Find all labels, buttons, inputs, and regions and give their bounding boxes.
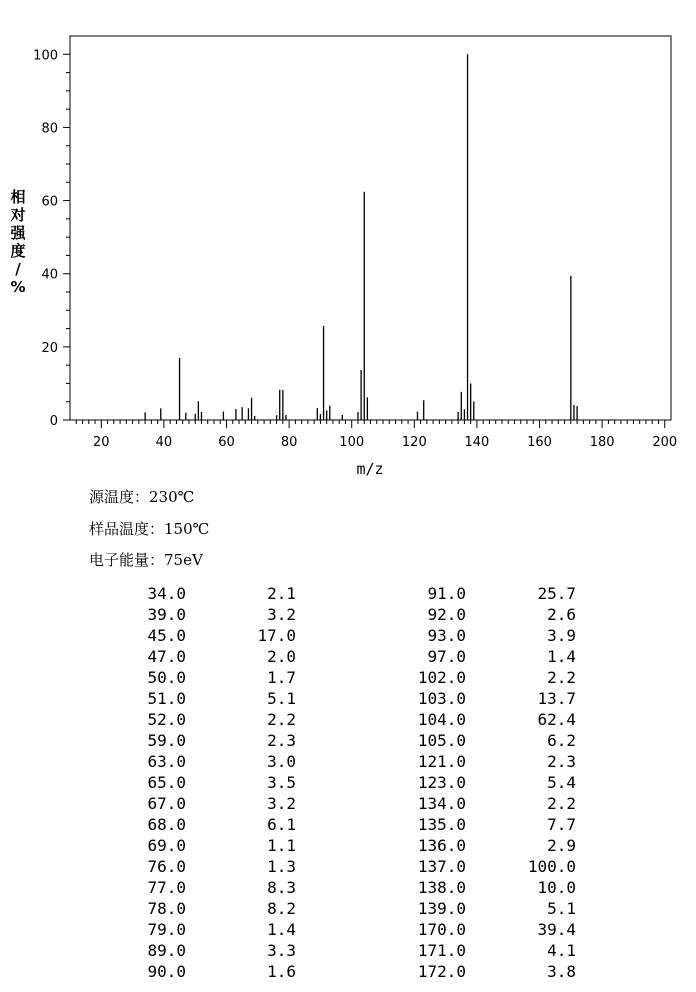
table-row — [0, 920, 696, 941]
y-axis-label-char: 度 — [10, 242, 26, 260]
x-tick-label: 60 — [218, 435, 235, 450]
table-row — [0, 731, 696, 752]
x-tick-label: 200 — [652, 435, 678, 450]
table-row — [0, 647, 696, 668]
mz-cell: 138.0 — [417, 878, 466, 897]
mz-cell: 65.0 — [147, 773, 186, 792]
y-axis-label — [9, 188, 26, 296]
intensity-cell: 3.3 — [267, 941, 296, 960]
intensity-cell: 2.0 — [267, 647, 296, 666]
intensity-cell: 3.0 — [267, 752, 296, 771]
intensity-cell: 2.2 — [547, 794, 576, 813]
intensity-cell: 3.9 — [547, 626, 576, 645]
intensity-cell: 3.5 — [267, 773, 296, 792]
x-axis-label: m/z — [356, 460, 384, 478]
intensity-cell: 1.6 — [267, 962, 296, 981]
intensity-cell: 100.0 — [527, 857, 576, 876]
intensity-cell: 5.1 — [267, 689, 296, 708]
intensity-cell: 6.2 — [547, 731, 576, 750]
mz-cell: 69.0 — [147, 836, 186, 855]
mz-cell: 91.0 — [427, 584, 466, 603]
x-axis-ticks — [76, 420, 677, 450]
mz-cell: 78.0 — [147, 899, 186, 918]
intensity-cell: 5.4 — [547, 773, 576, 792]
mz-cell: 52.0 — [147, 710, 186, 729]
y-axis-label-char: / — [15, 260, 21, 278]
intensity-cell: 8.3 — [267, 878, 296, 897]
intensity-cell: 2.1 — [267, 584, 296, 603]
mz-cell: 47.0 — [147, 647, 186, 666]
mz-cell: 97.0 — [427, 647, 466, 666]
intensity-cell: 2.6 — [547, 605, 576, 624]
intensity-cell: 3.2 — [267, 794, 296, 813]
table-row — [0, 794, 696, 815]
intensity-cell: 13.7 — [537, 689, 576, 708]
mz-cell: 76.0 — [147, 857, 186, 876]
table-row — [0, 857, 696, 878]
table-row — [0, 962, 696, 983]
table-row — [0, 815, 696, 836]
mz-cell: 50.0 — [147, 668, 186, 687]
y-tick-label: 0 — [49, 414, 58, 429]
mz-cell: 90.0 — [147, 962, 186, 981]
table-row — [0, 941, 696, 962]
table-row — [0, 668, 696, 689]
y-tick-label: 20 — [41, 340, 58, 356]
table-row — [0, 878, 696, 899]
mz-cell: 51.0 — [147, 689, 186, 708]
intensity-cell: 3.2 — [267, 605, 296, 624]
intensity-cell: 10.0 — [537, 878, 576, 897]
x-tick-label: 40 — [155, 435, 173, 450]
mz-cell: 45.0 — [147, 626, 186, 645]
peak-table — [0, 584, 696, 983]
table-row — [0, 773, 696, 794]
y-tick-label: 40 — [41, 267, 58, 283]
x-tick-label: 160 — [527, 435, 552, 450]
y-tick-label: 80 — [41, 121, 58, 137]
mz-cell: 63.0 — [147, 752, 186, 771]
mz-cell: 93.0 — [427, 626, 466, 645]
sample-temperature: 样品温度：150℃ — [89, 520, 210, 538]
intensity-cell: 4.1 — [547, 941, 576, 960]
table-row — [0, 605, 696, 626]
mz-cell: 34.0 — [147, 584, 186, 603]
table-row — [0, 836, 696, 857]
intensity-cell: 1.4 — [267, 920, 296, 939]
x-tick-label: 120 — [401, 435, 427, 450]
table-row — [0, 899, 696, 920]
mz-cell: 135.0 — [417, 815, 466, 834]
intensity-cell: 1.4 — [547, 647, 576, 666]
intensity-cell: 1.1 — [267, 836, 296, 855]
mz-cell: 79.0 — [147, 920, 186, 939]
mz-cell: 172.0 — [417, 962, 466, 981]
x-tick-label: 180 — [589, 435, 615, 450]
intensity-cell: 2.3 — [547, 752, 576, 771]
intensity-cell: 2.9 — [547, 836, 576, 855]
table-row — [0, 626, 696, 647]
intensity-cell: 6.1 — [267, 815, 296, 834]
x-tick-label: 100 — [339, 435, 365, 450]
intensity-cell: 3.8 — [547, 962, 576, 981]
y-tick-label: 100 — [33, 48, 58, 64]
mz-cell: 139.0 — [417, 899, 466, 918]
source-temperature: 源温度：230℃ — [89, 488, 195, 506]
intensity-cell: 17.0 — [257, 626, 296, 645]
y-axis-label-char: 强 — [10, 224, 26, 242]
mz-cell: 105.0 — [417, 731, 466, 750]
mz-cell: 102.0 — [417, 668, 466, 687]
table-row — [0, 689, 696, 710]
mz-cell: 136.0 — [417, 836, 466, 855]
x-tick-label: 140 — [464, 435, 490, 450]
mz-cell: 121.0 — [417, 752, 466, 771]
mz-cell: 67.0 — [147, 794, 186, 813]
table-row — [0, 752, 696, 773]
table-row — [0, 584, 696, 605]
intensity-cell: 5.1 — [547, 899, 576, 918]
mz-cell: 103.0 — [417, 689, 466, 708]
y-axis-label-char: 相 — [10, 188, 26, 206]
table-row — [0, 710, 696, 731]
mz-cell: 137.0 — [417, 857, 466, 876]
x-tick-label: 80 — [280, 435, 298, 450]
mz-cell: 171.0 — [417, 941, 466, 960]
mz-cell: 104.0 — [417, 710, 466, 729]
intensity-cell: 2.2 — [547, 668, 576, 687]
mz-cell: 134.0 — [417, 794, 466, 813]
intensity-cell: 2.2 — [267, 710, 296, 729]
mz-cell: 59.0 — [147, 731, 186, 750]
intensity-cell: 2.3 — [267, 731, 296, 750]
intensity-cell: 7.7 — [547, 815, 576, 834]
x-tick-label: 20 — [93, 435, 110, 450]
intensity-cell: 8.2 — [267, 899, 296, 918]
intensity-cell: 1.7 — [267, 668, 296, 687]
mz-cell: 39.0 — [147, 605, 186, 624]
electron-energy: 电子能量：75eV — [89, 551, 203, 569]
mz-cell: 170.0 — [417, 920, 466, 939]
spectrum-peaks — [145, 54, 577, 420]
intensity-cell: 1.3 — [267, 857, 296, 876]
y-tick-label: 60 — [41, 194, 58, 210]
plot-frame — [70, 36, 671, 420]
y-axis-label-char: % — [10, 278, 26, 296]
mz-cell: 77.0 — [147, 878, 186, 897]
mz-cell: 123.0 — [417, 773, 466, 792]
y-axis-label-char: 对 — [10, 206, 26, 224]
intensity-cell: 25.7 — [537, 584, 576, 603]
mass-spectrum-chart — [0, 0, 696, 480]
intensity-cell: 39.4 — [537, 920, 576, 939]
y-axis-ticks — [33, 48, 70, 429]
intensity-cell: 62.4 — [537, 710, 576, 729]
mz-cell: 92.0 — [427, 605, 466, 624]
mz-cell: 89.0 — [147, 941, 186, 960]
mz-cell: 68.0 — [147, 815, 186, 834]
